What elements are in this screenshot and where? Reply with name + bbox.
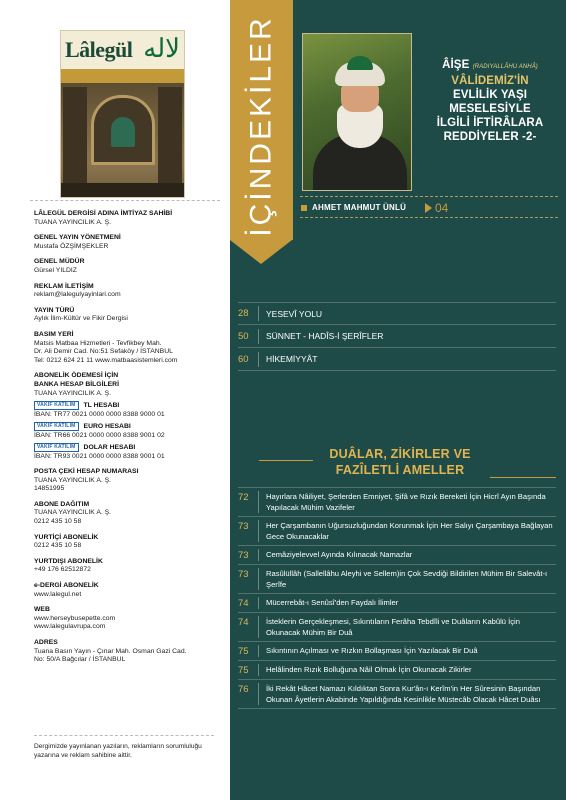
cover-arabic-calligraphy: لاله <box>143 34 180 63</box>
info-block-type: YAYIN TÜRÜ Aylık İlim-Kültür ve Fikir Dergisi <box>34 306 128 323</box>
info-block-ads: REKLAM İLETİŞİM reklam@lalegulyayinlari.com <box>34 283 224 300</box>
bank-info: ABONELİK ÖDEMESİ İÇİN BANKA HESAP BİLGİLERİ TUANA YAYINCILIK A. Ş. VAKIF KATILIM TL HESABI İBAN: TR77 0021 0000 0000 8388 9000 01 VAKIF KATILIM EURO HESABI İBAN: TR66 0021 0000 0000 8388 9001 02 VAKIF KATILIM DOLAR HESABI İBAN: TR93 0021 0000 0000 8388 9001 01 <box>34 372 224 461</box>
info-block-edergi: e-DERGİ ABONELİK www.lalegul.net <box>34 582 224 599</box>
list-item[interactable]: 75 Sıkıntının Açılması ve Rızkın Bollaşması İçin Yazılacak Bir Duâ <box>238 642 556 661</box>
author-name: AHMET MAHMUT ÜNLÜ <box>312 203 407 212</box>
list-item[interactable]: 50 SÜNNET - HADÎS-İ ŞERÎFLER <box>238 325 556 348</box>
list-item[interactable]: 73 Cemâziyelevvel Ayında Kılınacak Namazlar <box>238 546 556 565</box>
list-item[interactable]: 74 Mücerrebât-ı Senûsî'den Faydalı İlimler <box>238 594 556 613</box>
bank-account-euro: VAKIF KATILIM EURO HESABI <box>34 422 224 431</box>
disclaimer-text: Dergimizde yayınlanan yazıların, reklamların sorumluluğu yazarına ve reklam sahibine aittir. <box>34 743 202 759</box>
divider <box>30 200 220 201</box>
ads-email-link[interactable]: reklam@lalegulyayinlari.com <box>34 291 121 299</box>
magazine-cover-image <box>60 30 185 198</box>
prayer-list <box>238 487 556 709</box>
edergi-link[interactable]: www.lalegul.net <box>34 590 82 598</box>
featured-page-ref[interactable] <box>425 201 448 215</box>
list-item[interactable]: 28 YESEVÎ YOLU <box>238 302 556 325</box>
featured-article-title[interactable]: ÂİŞE (RADIYALLÂHU ANHÂ) VÂLİDEMİZ'İN EVLİLİK YAŞI MESELESİYLE İLGİLİ İFTİRÂLARA REDDİYELER -2- <box>436 59 544 143</box>
info-block-abroad: YURTDIŞI ABONELİK +49 176 62512872 <box>34 557 103 574</box>
section-list <box>238 302 556 371</box>
list-item[interactable]: 72 Hayırlara Nâiliyet, Şerlerden Emniyet, Şifâ ve Rızık Bereketi İçin Hicrî Ayın Başında Yapılacak Mühim Vazifeler <box>238 487 556 517</box>
info-block-owner: LÂLEGÜL DERGİSİ ADINA İMTİYAZ SAHİBİ TUANA YAYINCILIK A. Ş. <box>34 210 173 226</box>
info-block-postal: POSTA ÇEKİ HESAP NUMARASI TUANA YAYINCILIK A. Ş. 14851995 <box>34 468 139 493</box>
list-item[interactable]: 74 İsteklerin Gerçekleşmesi, Sıkıntıların Ferâha Tebdîli ve Duâların Kabûlü İçin Okunacak Mühim Bir Duâ <box>238 613 556 642</box>
bank-logo: VAKIF KATILIM <box>34 401 79 410</box>
web-link-1[interactable]: www.herseybusepette.com <box>34 614 116 622</box>
info-block-web: WEB www.herseybusepette.com www.lalegulavrupa.com <box>34 606 224 632</box>
bank-logo: VAKIF KATILIM <box>34 443 79 452</box>
web-link-2[interactable]: www.lalegulavrupa.com <box>34 623 106 631</box>
list-item[interactable]: 75 Helâlinden Rızık Bolluğuna Nâil Olmak İçin Okunacak Zikirler <box>238 661 556 680</box>
info-block-address: ADRES Tuana Basın Yayın - Çınar Mah. Osman Gazi Cad. No: 50/A Bağcılar / İSTANBUL <box>34 639 187 664</box>
info-block-print: BASIM YERİ Matsis Matbaa Hizmetleri - Tevfikbey Mah. Dr. Ali Demir Cad. No:51 Sefaköy / İSTANBUL Tel: 0212 624 21 11 www.matbaasistemleri.com <box>34 330 178 364</box>
list-item[interactable]: 73 Her Çarşambanın Uğursuzluğundan Korunmak İçin Her Salıyı Çarşambaya Bağlayan Gece Okunacaklar <box>238 517 556 546</box>
info-block-editor: GENEL YAYIN YÖNETMENİ Mustafa ÖZŞİMŞEKLER <box>34 234 121 250</box>
masthead-info <box>34 210 224 672</box>
list-item[interactable]: 60 HİKEMİYYÂT <box>238 348 556 371</box>
info-block-distribution: ABONE DAĞITIM TUANA YAYINCILIK A. Ş. 0212 435 10 58 <box>34 500 112 526</box>
author-line <box>301 203 406 212</box>
bank-account-dollar: VAKIF KATILIM DOLAR HESABI <box>34 443 224 452</box>
divider <box>34 735 214 736</box>
contents-title-vertical <box>230 16 293 236</box>
section-heading: DUÂLAR, ZİKİRLER VE FAZÎLETLİ AMELLER <box>329 447 471 477</box>
info-block-domestic: YURTİÇİ ABONELİK 0212 435 10 58 <box>34 533 99 550</box>
author-photo <box>302 33 412 191</box>
cover-logo: Lâlegül <box>65 37 133 62</box>
triangle-right-icon <box>425 203 432 213</box>
page-title: İÇİNDEKİLER <box>244 15 278 237</box>
bank-logo: VAKIF KATILIM <box>34 422 79 431</box>
square-bullet-icon <box>301 205 307 211</box>
bank-account-tl: VAKIF KATILIM TL HESABI <box>34 401 224 410</box>
left-column <box>0 0 230 800</box>
page-number: 04 <box>435 201 449 215</box>
info-block-manager: GENEL MÜDÜR Gürsel YILDIZ <box>34 258 85 274</box>
list-item[interactable]: 73 Rasûlüllâh (Sallellâhu Aleyhi ve Sellem)in Çok Sevdiği Bildirilen Mühim Bir Salevât-ı Şerîfe <box>238 565 556 594</box>
divider <box>300 217 558 218</box>
divider <box>300 196 558 197</box>
list-item[interactable]: 76 İki Rekât Hâcet Namazı Kıldıktan Sonra Kur'ân-ı Kerîm'in Her Sûresinin Başından Okunan Âyetlerin Akabinde Yapıldığında Kesinlikle Müstecâb Olacak Hâcet Duâsı <box>238 680 556 709</box>
